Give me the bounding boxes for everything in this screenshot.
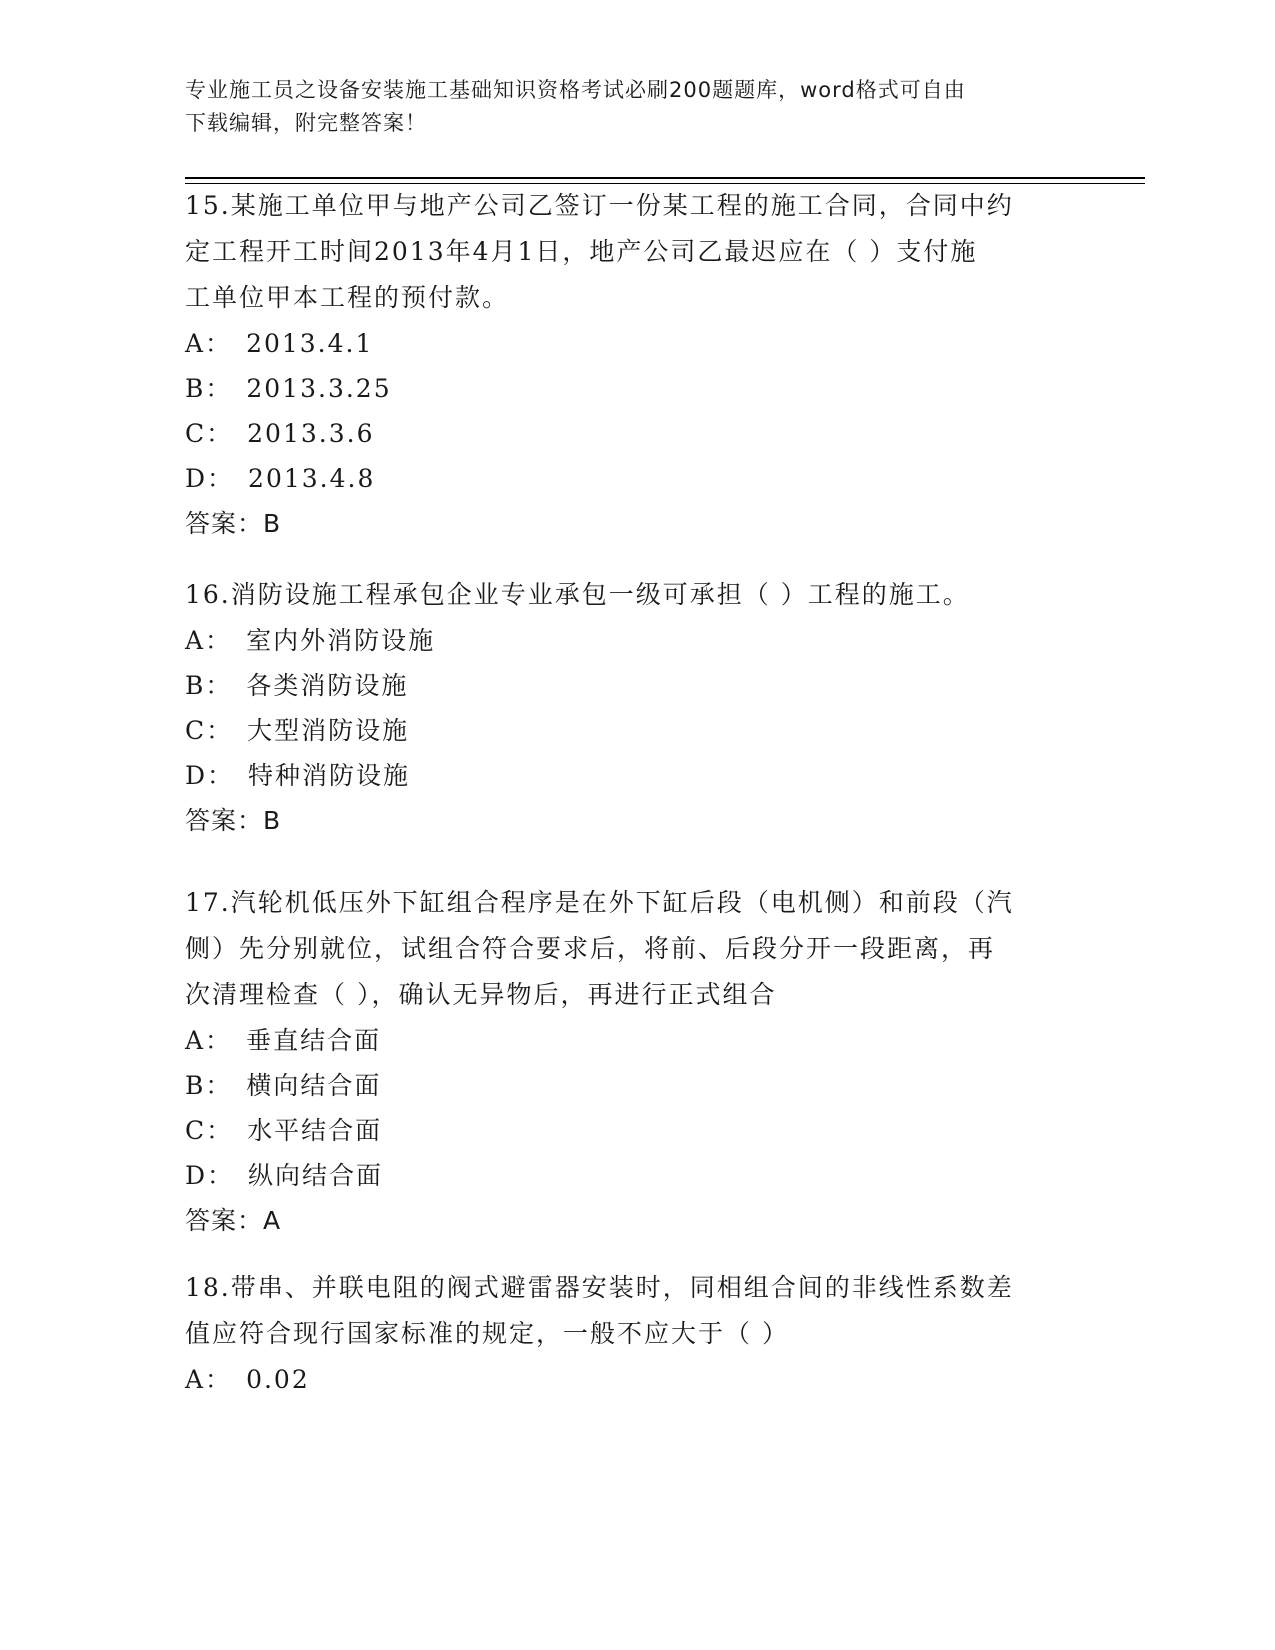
question-17 xyxy=(185,880,1085,1243)
option-key: B： xyxy=(185,671,233,700)
option-d xyxy=(185,753,1085,798)
option-key: B： xyxy=(185,1071,233,1100)
option-text: 2013.3.6 xyxy=(247,419,375,448)
option-key: A： xyxy=(185,626,233,655)
answer-value: B xyxy=(263,509,282,538)
option-text: 室内外消防设施 xyxy=(246,626,436,655)
option-d xyxy=(185,1153,1085,1198)
answer-label: 答案： xyxy=(185,806,264,835)
question-stem-line: 次清理检查（ ），确认无异物后，再进行正式组合 xyxy=(185,980,777,1009)
option-text: 2013.4.1 xyxy=(246,329,374,358)
header-divider-thick xyxy=(185,177,1145,179)
option-text: 特种消防设施 xyxy=(248,761,411,790)
header-title-line-2: 下载编辑，附完整答案！ xyxy=(185,111,427,135)
question-stem-line: 16.消防设施工程承包企业专业承包一级可承担（ ）工程的施工。 xyxy=(185,580,970,609)
question-stem-line: 18.带串、并联电阻的阀式避雷器安装时，同相组合间的非线性系数差 xyxy=(185,1273,1014,1302)
answer-line xyxy=(185,1198,1085,1243)
option-c xyxy=(185,708,1085,753)
question-18 xyxy=(185,1265,1085,1402)
answer-line xyxy=(185,501,1085,546)
option-key: D： xyxy=(185,1161,235,1190)
option-key: C： xyxy=(185,1116,234,1145)
option-text: 水平结合面 xyxy=(247,1116,383,1145)
header-title-line-1: 专业施工员之设备安装施工基础知识资格考试必刷200题题库，word格式可自由 xyxy=(185,78,966,102)
answer-label: 答案： xyxy=(185,509,264,538)
option-a xyxy=(185,1018,1085,1063)
option-b xyxy=(185,1063,1085,1108)
option-key: D： xyxy=(185,464,235,493)
answer-value: B xyxy=(263,806,282,835)
question-stem-line: 17.汽轮机低压外下缸组合程序是在外下缸后段（电机侧）和前段（汽 xyxy=(185,888,1014,917)
option-a xyxy=(185,321,1085,366)
option-key: B： xyxy=(185,374,233,403)
option-text: 2013.3.25 xyxy=(246,374,392,403)
option-a xyxy=(185,618,1085,663)
option-text: 0.02 xyxy=(246,1365,310,1394)
answer-line xyxy=(185,798,1085,843)
answer-value: A xyxy=(263,1206,282,1235)
document-header xyxy=(185,74,1065,140)
option-text: 2013.4.8 xyxy=(248,464,376,493)
option-c xyxy=(185,1108,1085,1153)
option-d xyxy=(185,456,1085,501)
question-16 xyxy=(185,572,1085,843)
option-text: 纵向结合面 xyxy=(248,1161,384,1190)
option-text: 各类消防设施 xyxy=(246,671,409,700)
option-b xyxy=(185,366,1085,411)
option-a xyxy=(185,1357,1085,1402)
question-stem-line: 值应符合现行国家标准的规定，一般不应大于（ ） xyxy=(185,1319,789,1348)
answer-label: 答案： xyxy=(185,1206,264,1235)
option-text: 大型消防设施 xyxy=(247,716,410,745)
option-text: 垂直结合面 xyxy=(246,1026,382,1055)
option-key: A： xyxy=(185,1365,233,1394)
option-c xyxy=(185,411,1085,456)
option-b xyxy=(185,663,1085,708)
question-stem-line: 工单位甲本工程的预付款。 xyxy=(185,283,510,312)
option-text: 横向结合面 xyxy=(246,1071,382,1100)
option-key: A： xyxy=(185,1026,233,1055)
option-key: A： xyxy=(185,329,233,358)
question-stem-line: 15.某施工单位甲与地产公司乙签订一份某工程的施工合同，合同中约 xyxy=(185,191,1014,220)
option-key: D： xyxy=(185,761,235,790)
question-stem-line: 定工程开工时间2013年4月1日，地产公司乙最迟应在（ ）支付施 xyxy=(185,237,978,266)
option-key: C： xyxy=(185,419,234,448)
option-key: C： xyxy=(185,716,234,745)
question-stem-line: 侧）先分别就位，试组合符合要求后，将前、后段分开一段距离，再 xyxy=(185,934,996,963)
question-15 xyxy=(185,183,1085,546)
